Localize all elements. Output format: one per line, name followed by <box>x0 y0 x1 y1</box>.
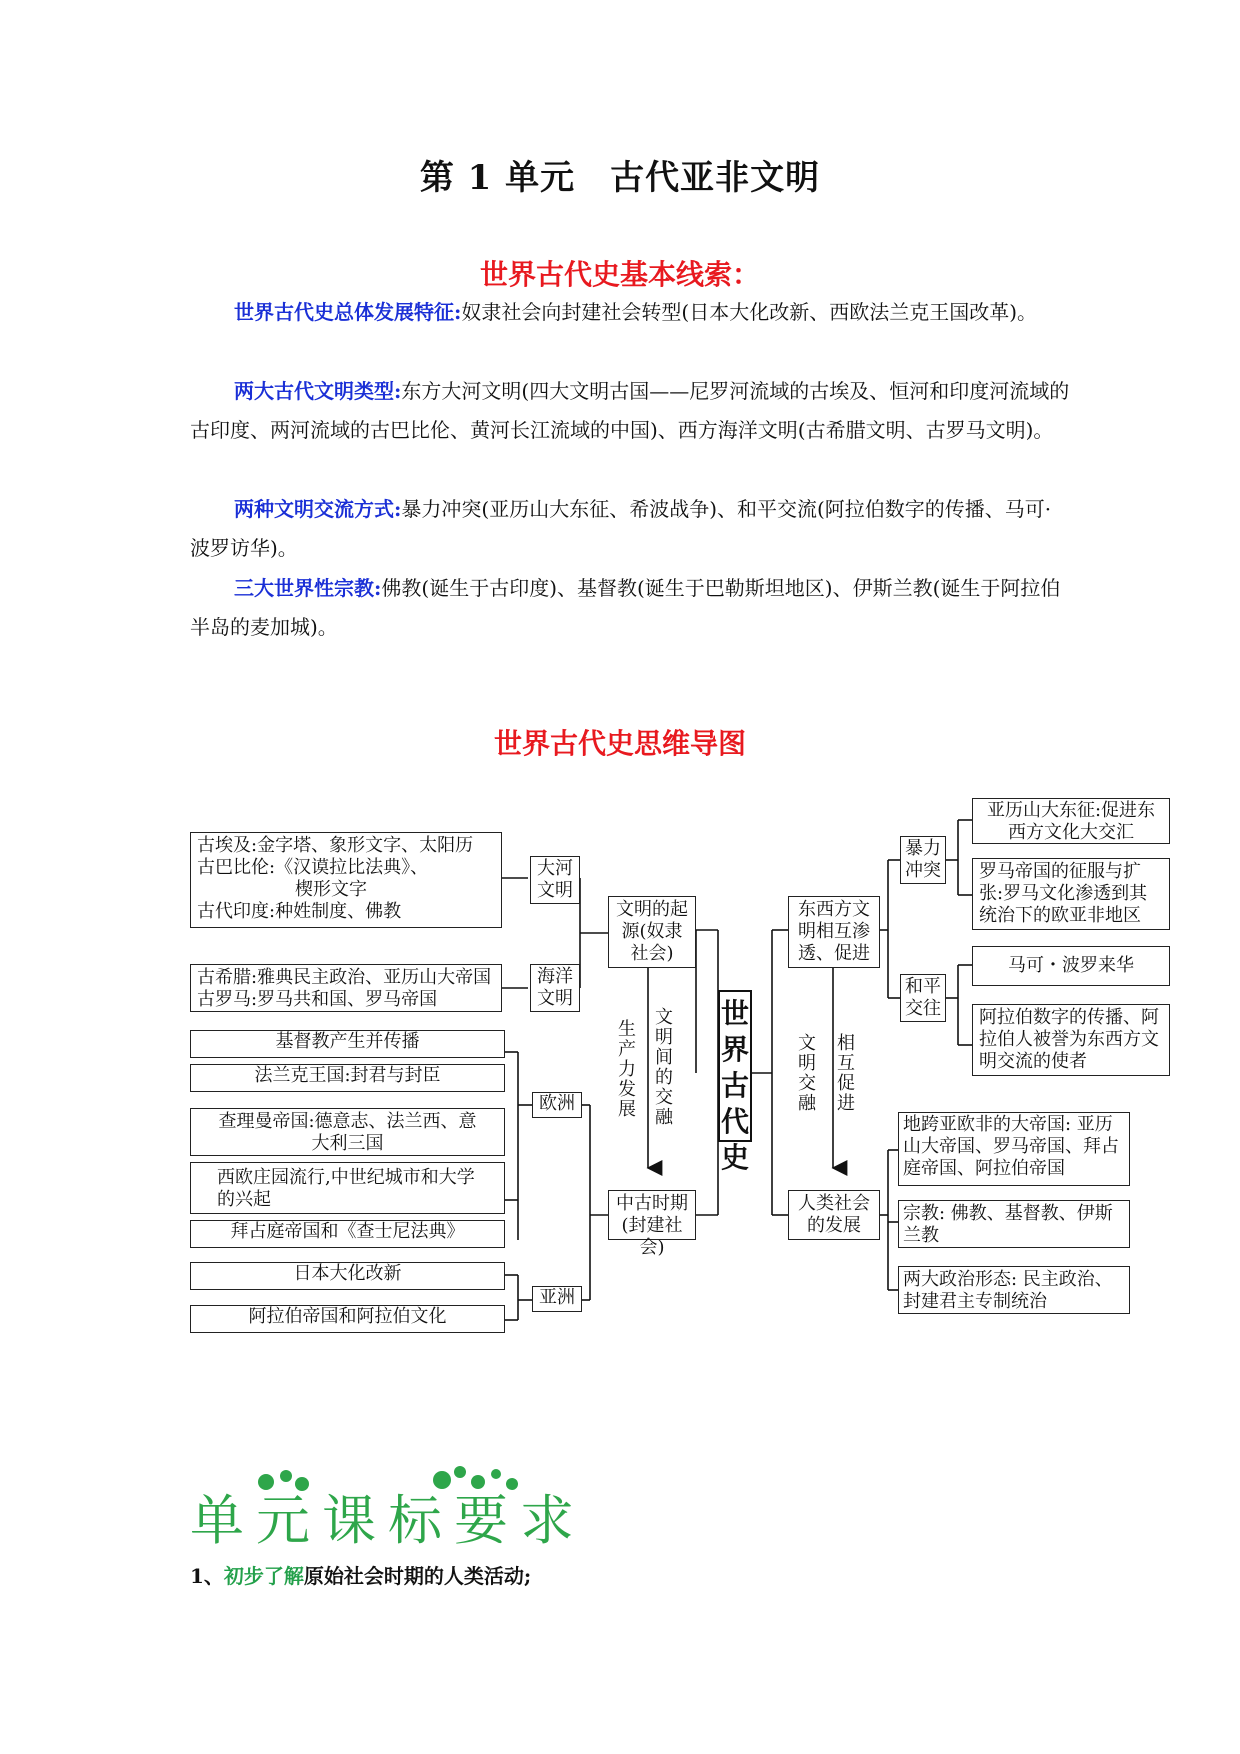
paragraph-text: 佛教(诞生于古印度)、基督教(诞生于巴勒斯坦地区)、伊斯兰教(诞生于阿拉伯半岛的麦加城)。 <box>190 576 1061 639</box>
violent-item-alexander: 亚历山大东征:促进东西方文化大交汇 <box>972 798 1170 844</box>
paragraph-label: 世界古代史总体发展特征: <box>234 300 462 324</box>
paragraph-text: 暴力冲突(亚历山大东征、希波战争)、和平交流(阿拉伯数字的传播、马可·波罗访华)。 <box>190 497 1052 560</box>
arrow-label-fusion: 文明间的交融 <box>655 1007 673 1128</box>
list-item: 楔形文字 <box>295 879 367 900</box>
europe-item-christianity: 基督教产生并传播 <box>190 1030 505 1058</box>
peace-item-arabic-numerals: 阿拉伯数字的传播、阿拉伯人被誉为东西方文明交流的使者 <box>972 1004 1170 1076</box>
list-item: 古罗马:罗马共和国、罗马帝国 <box>197 989 438 1010</box>
mindmap-title: 世界古代史思维导图 <box>493 727 746 760</box>
asia-item-taika: 日本大化改新 <box>190 1262 505 1290</box>
asia-item-arab: 阿拉伯帝国和阿拉伯文化 <box>190 1305 505 1333</box>
peace-node: 和平交往 <box>900 974 946 1022</box>
paragraph-text: 东方大河文明(四大文明古国——尼罗河流域的古埃及、恒河和印度河流域的古印度、两河流域的古巴比伦、黄河长江流域的中国)、西方海洋文明(古希腊文明、古罗马文明)。 <box>190 379 1070 442</box>
europe-item-byzantine: 拜占庭帝国和《查士尼法典》 <box>190 1220 505 1248</box>
violent-item-rome: 罗马帝国的征服与扩张:罗马文化渗透到其统治下的欧亚非地区 <box>972 858 1170 930</box>
asia-node: 亚洲 <box>532 1286 582 1312</box>
river-civilization-node: 大河文明 <box>530 856 580 904</box>
sea-civilization-node: 海洋文明 <box>530 964 580 1012</box>
requirement-highlight: 初步了解 <box>223 1564 304 1588</box>
paragraph-label: 两种文明交流方式: <box>234 497 402 521</box>
human-item-politics: 两大政治形态: 民主政治、封建君主专制统治 <box>898 1266 1130 1314</box>
violent-node: 暴力冲突 <box>900 836 946 884</box>
human-item-religions: 宗教: 佛教、基督教、伊斯兰教 <box>898 1200 1130 1248</box>
sea-civilization-list <box>190 964 502 1012</box>
requirement-text: 原始社会时期的人类活动; <box>303 1564 532 1588</box>
requirement-number: 1、 <box>190 1564 224 1588</box>
paragraph-label: 三大世界性宗教: <box>234 576 382 600</box>
europe-item-charlemagne: 查理曼帝国:德意志、法兰西、意大利三国 <box>190 1108 505 1156</box>
human-item-empires: 地跨亚欧非的大帝国: 亚历山大帝国、罗马帝国、拜占庭帝国、阿拉伯帝国 <box>898 1112 1130 1186</box>
unit-title: 第 1 单元 古代亚非文明 <box>419 158 821 198</box>
paragraph-text: 奴隶社会向封建社会转型(日本大化改新、西欧法兰克王国改革)。 <box>461 300 1037 324</box>
list-item: 古希腊:雅典民主政治、亚历山大帝国 <box>197 967 492 988</box>
medieval-node: 中古时期(封建社会) <box>608 1190 696 1240</box>
europe-item-manor: 西欧庄园流行,中世纪城市和大学的兴起 <box>190 1162 505 1214</box>
river-civilization-list <box>190 832 502 928</box>
arrow-label-productivity: 生产力发展 <box>618 1019 636 1120</box>
center-node: 世界古代史 <box>718 990 752 1142</box>
requirements-title: 单元课标要求 <box>190 1489 586 1552</box>
list-item: 古埃及:金字塔、象形文字、太阳历 <box>197 835 474 856</box>
paragraph-label: 两大古代文明类型: <box>234 379 402 403</box>
civilization-origin-node: 文明的起源(奴隶社会) <box>608 896 696 968</box>
arrow-label-fusion-right: 文明交融 <box>798 1033 816 1114</box>
arrow-label-promote: 相互促进 <box>837 1033 855 1114</box>
exchange-node: 东西方文明相互渗透、促进 <box>788 896 880 968</box>
peace-item-marco-polo: 马可・波罗来华 <box>972 946 1170 986</box>
requirement-item <box>190 1560 531 1589</box>
human-society-node: 人类社会的发展 <box>788 1190 880 1240</box>
europe-item-frankish: 法兰克王国:封君与封臣 <box>190 1064 505 1092</box>
list-item: 古巴比伦:《汉谟拉比法典》、 <box>197 857 429 878</box>
list-item: 古代印度:种姓制度、佛教 <box>197 901 402 922</box>
europe-node: 欧洲 <box>532 1092 582 1118</box>
clue-title: 世界古代史基本线索： <box>479 258 760 291</box>
